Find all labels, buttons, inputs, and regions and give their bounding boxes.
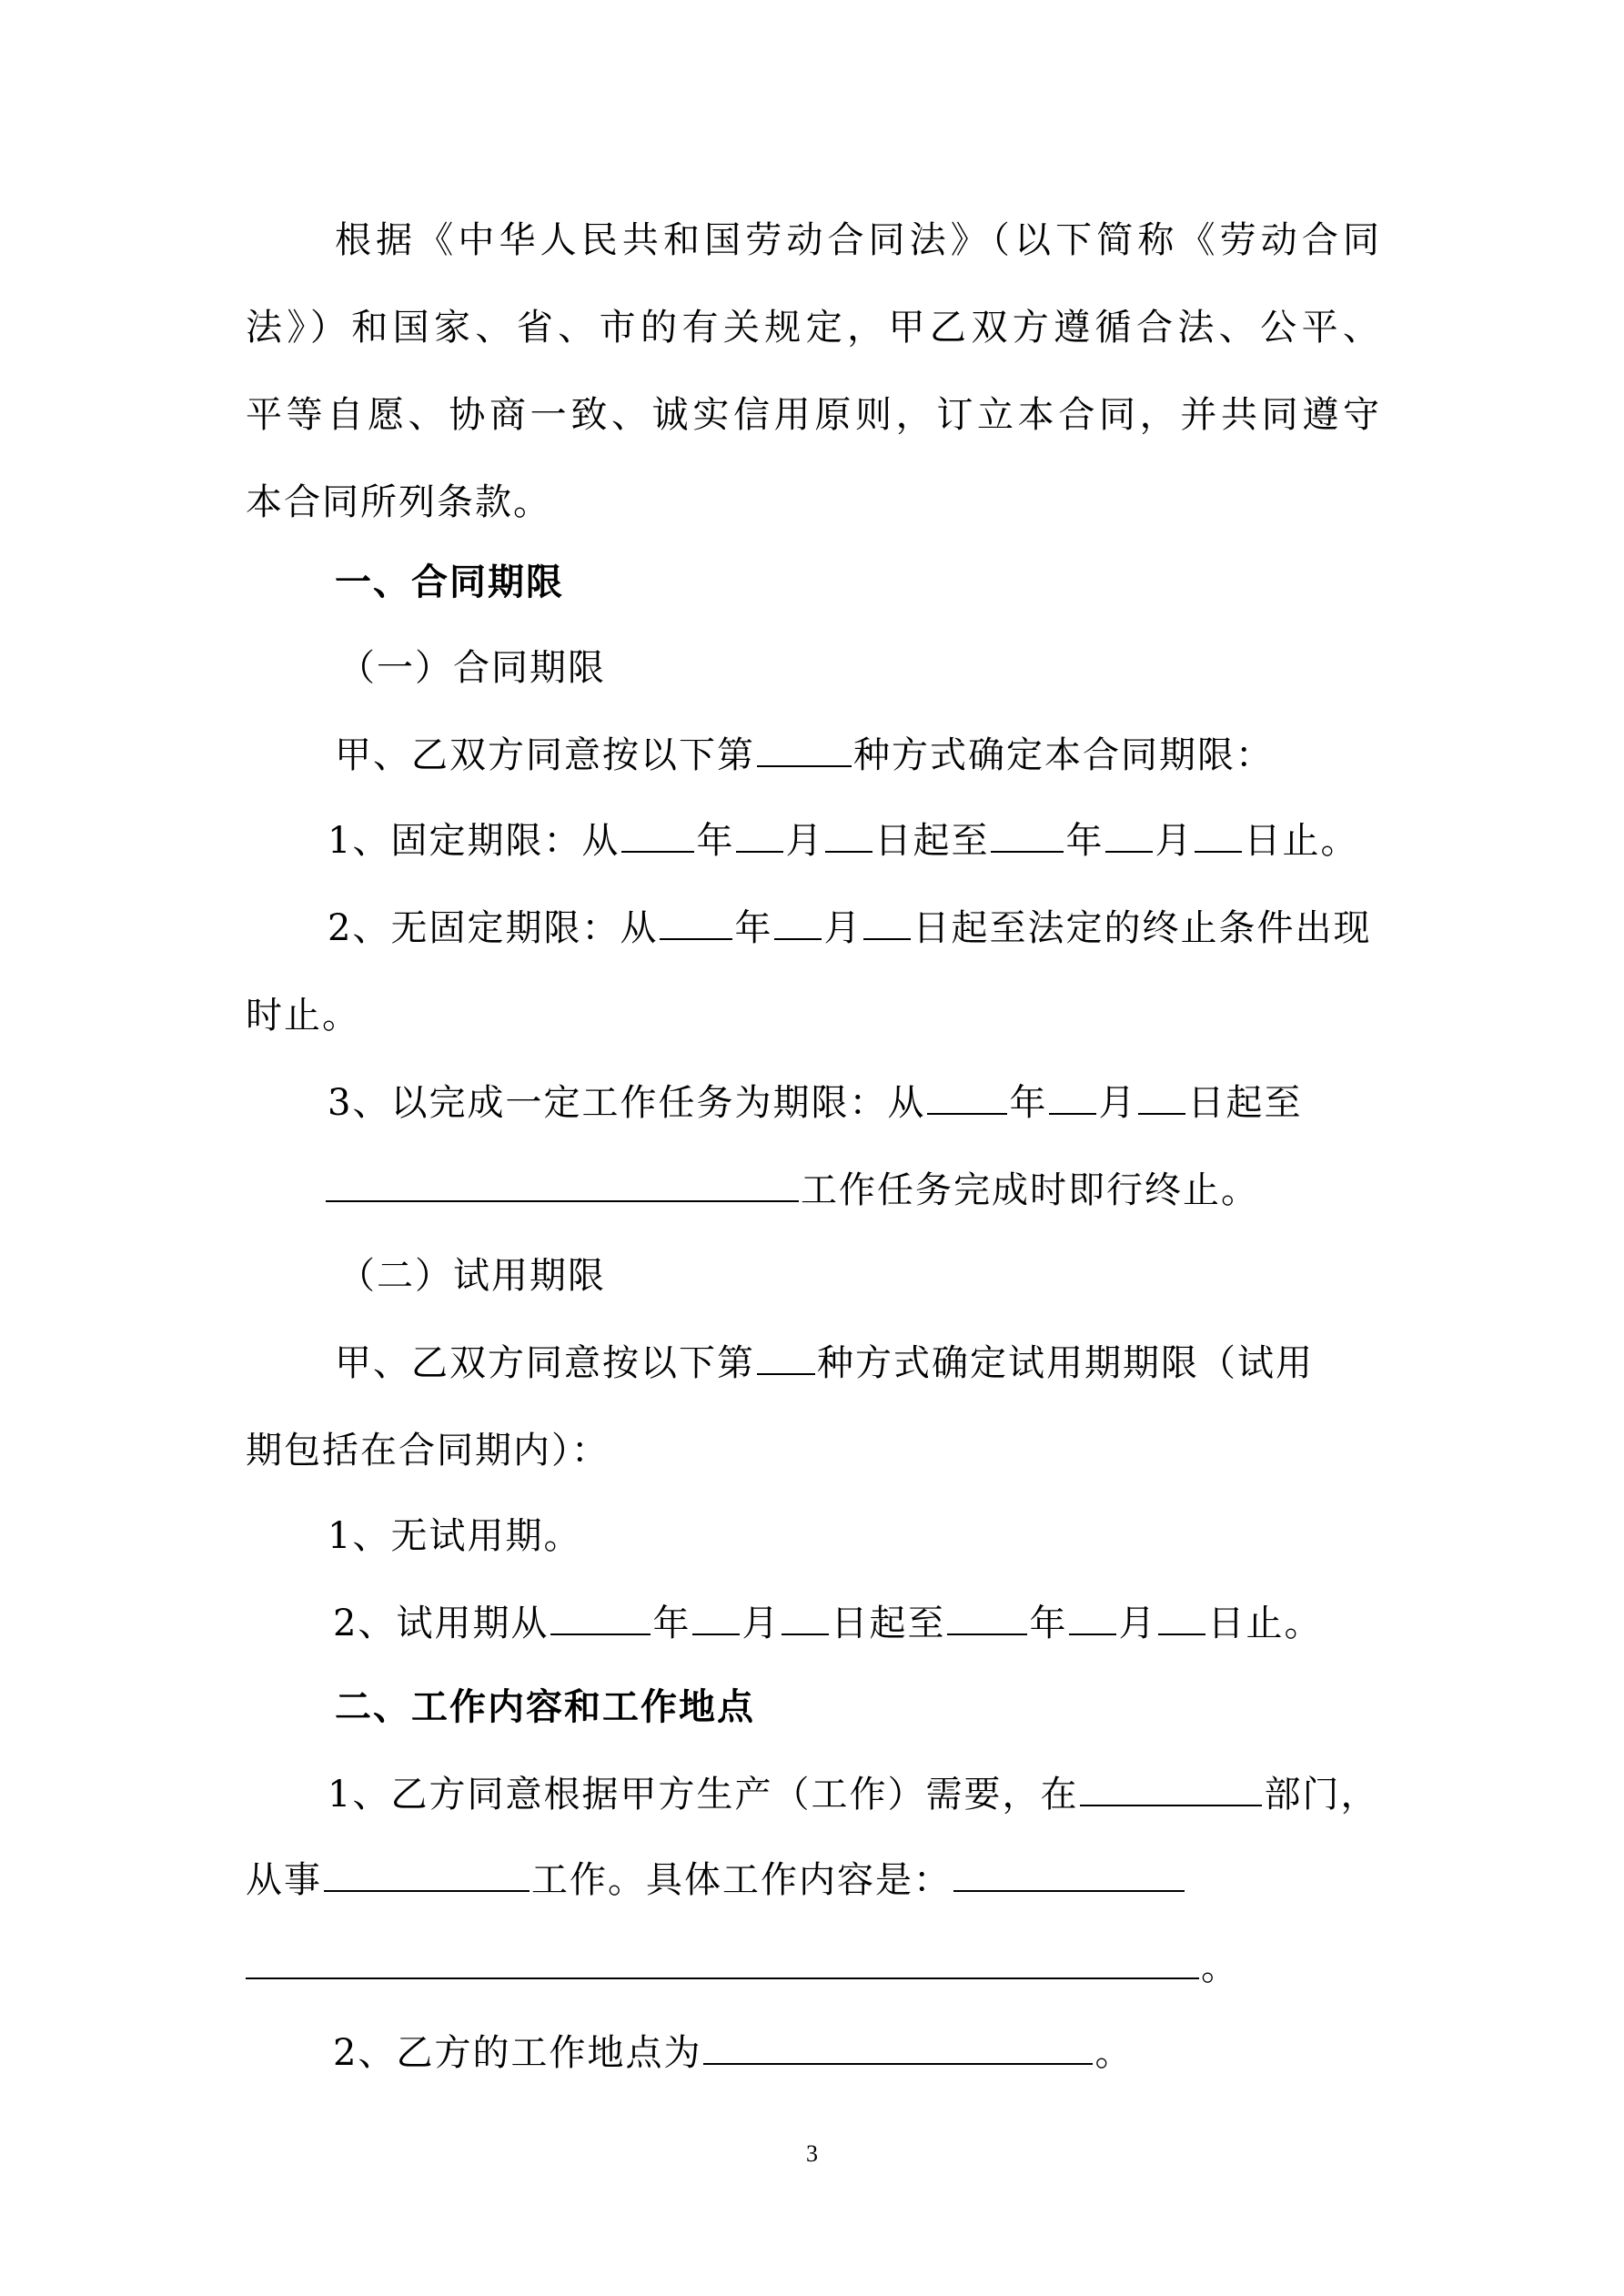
probation-from-label: 日起至 bbox=[831, 1603, 946, 1644]
probation-method-text-a: 甲、乙双方同意按以下第 bbox=[335, 1342, 755, 1384]
probation-start-day-blank[interactable] bbox=[782, 1597, 829, 1635]
work-location-lead: 2、乙方的工作地点为 bbox=[333, 2032, 702, 2074]
method-number-blank[interactable] bbox=[757, 729, 852, 767]
fixed-term-year2-label: 年 bbox=[1065, 820, 1105, 862]
open-term-year-label: 年 bbox=[734, 907, 773, 949]
work-content-blank-1[interactable] bbox=[953, 1854, 1185, 1892]
probation-month2-label: 月 bbox=[1118, 1603, 1157, 1644]
task-term-continuation bbox=[326, 1163, 1259, 1218]
intro-paragraph-line-3: 平等自愿、协商一致、诚实信用原则，订立本合同，并共同遵守 bbox=[246, 394, 1379, 436]
task-term-lead: 3、以完成一定工作任务为期限：从 bbox=[328, 1082, 926, 1124]
fixed-term-year-label: 年 bbox=[696, 820, 735, 862]
fixed-term-end-day-blank[interactable] bbox=[1195, 814, 1242, 853]
fixed-term-month2-label: 月 bbox=[1155, 820, 1194, 862]
section-heading-work-content: 二、工作内容和工作地点 bbox=[335, 1686, 755, 1728]
open-ended-term-option bbox=[328, 901, 1371, 956]
task-term-start-day-blank[interactable] bbox=[1138, 1077, 1185, 1115]
work-location-line bbox=[333, 2026, 1133, 2080]
task-term-cont-text: 工作任务完成时即行终止。 bbox=[801, 1169, 1259, 1211]
probation-year-label: 年 bbox=[652, 1603, 691, 1644]
intro-paragraph-line-4: 本合同所列条款。 bbox=[246, 481, 551, 523]
fixed-term-from-label: 日起至 bbox=[874, 820, 990, 862]
probation-to-label: 日止。 bbox=[1207, 1603, 1323, 1644]
probation-start-year-blank[interactable] bbox=[550, 1597, 651, 1635]
fixed-term-start-month-blank[interactable] bbox=[736, 814, 783, 853]
probation-method-continuation: 期包括在合同期内）： bbox=[246, 1430, 610, 1472]
work-dept-label: 部门， bbox=[1264, 1774, 1379, 1816]
open-term-lead: 2、无固定期限：从 bbox=[328, 907, 659, 949]
probation-end-day-blank[interactable] bbox=[1158, 1597, 1205, 1635]
intro-paragraph-line-2: 法》）和国家、省、市的有关规定，甲乙双方遵循合法、公平、 bbox=[246, 307, 1379, 349]
probation-start-month-blank[interactable] bbox=[692, 1597, 740, 1635]
subsection-heading-contract-term: （一）合同期限 bbox=[338, 647, 606, 689]
work-dept-lead: 1、乙方同意根据甲方生产（工作）需要，在 bbox=[328, 1774, 1079, 1816]
work-department-line bbox=[328, 1767, 1378, 1822]
no-probation-option: 1、无试用期。 bbox=[328, 1515, 582, 1557]
department-blank[interactable] bbox=[1080, 1768, 1262, 1806]
fixed-term-end-year-blank[interactable] bbox=[991, 814, 1064, 853]
open-term-start-year-blank[interactable] bbox=[660, 902, 732, 940]
method-text-b: 种方式确定本合同期限： bbox=[853, 734, 1274, 776]
fixed-term-month-label: 月 bbox=[785, 820, 824, 862]
work-content-blank-2[interactable] bbox=[246, 1941, 1199, 1979]
work-location-blank[interactable] bbox=[703, 2027, 1093, 2065]
work-content-end: 。 bbox=[1201, 1947, 1239, 1988]
open-term-month-label: 月 bbox=[823, 907, 862, 949]
section-heading-contract-term: 一、合同期限 bbox=[335, 561, 564, 603]
probation-method-line bbox=[335, 1336, 1314, 1391]
fixed-term-option bbox=[328, 814, 1358, 868]
probation-lead: 2、试用期从 bbox=[333, 1603, 550, 1644]
page-number: 3 bbox=[806, 2140, 818, 2167]
subsection-heading-probation: （二）试用期限 bbox=[338, 1255, 606, 1297]
work-from-label: 从事 bbox=[246, 1859, 322, 1901]
probation-period-option bbox=[333, 1596, 1322, 1651]
work-position-line bbox=[246, 1853, 1186, 1907]
fixed-term-start-day-blank[interactable] bbox=[825, 814, 873, 853]
work-location-end: 。 bbox=[1094, 2032, 1134, 2074]
probation-method-text-b: 种方式确定试用期期限（试用 bbox=[817, 1342, 1314, 1384]
task-term-year-label: 年 bbox=[1009, 1082, 1048, 1124]
intro-paragraph-line-1: 根据《中华人民共和国劳动合同法》（以下简称《劳动合同 bbox=[335, 219, 1379, 261]
open-term-start-month-blank[interactable] bbox=[774, 902, 822, 940]
position-blank[interactable] bbox=[324, 1854, 530, 1892]
fixed-term-end-month-blank[interactable] bbox=[1105, 814, 1153, 853]
fixed-term-lead: 1、固定期限：从 bbox=[328, 820, 620, 862]
open-ended-term-continuation: 时止。 bbox=[246, 995, 360, 1037]
contract-term-method-line bbox=[335, 728, 1274, 783]
work-content-label: 工作。具体工作内容是： bbox=[531, 1859, 952, 1901]
task-term-start-year-blank[interactable] bbox=[927, 1077, 1007, 1115]
task-term-option bbox=[328, 1076, 1302, 1130]
task-term-tail: 日起至 bbox=[1187, 1082, 1303, 1124]
probation-method-number-blank[interactable] bbox=[757, 1337, 815, 1375]
method-text-a: 甲、乙双方同意按以下第 bbox=[335, 734, 755, 776]
probation-end-month-blank[interactable] bbox=[1069, 1597, 1116, 1635]
task-term-start-month-blank[interactable] bbox=[1049, 1077, 1096, 1115]
probation-year2-label: 年 bbox=[1029, 1603, 1068, 1644]
open-term-tail: 日起至法定的终止条件出现 bbox=[913, 907, 1372, 949]
probation-end-year-blank[interactable] bbox=[947, 1597, 1027, 1635]
open-term-start-day-blank[interactable] bbox=[863, 902, 911, 940]
probation-month-label: 月 bbox=[741, 1603, 781, 1644]
task-description-blank[interactable] bbox=[326, 1164, 799, 1202]
work-content-continuation bbox=[246, 1940, 1239, 1995]
fixed-term-to-label: 日止。 bbox=[1244, 820, 1359, 862]
task-term-month-label: 月 bbox=[1098, 1082, 1137, 1124]
fixed-term-start-year-blank[interactable] bbox=[621, 814, 694, 853]
